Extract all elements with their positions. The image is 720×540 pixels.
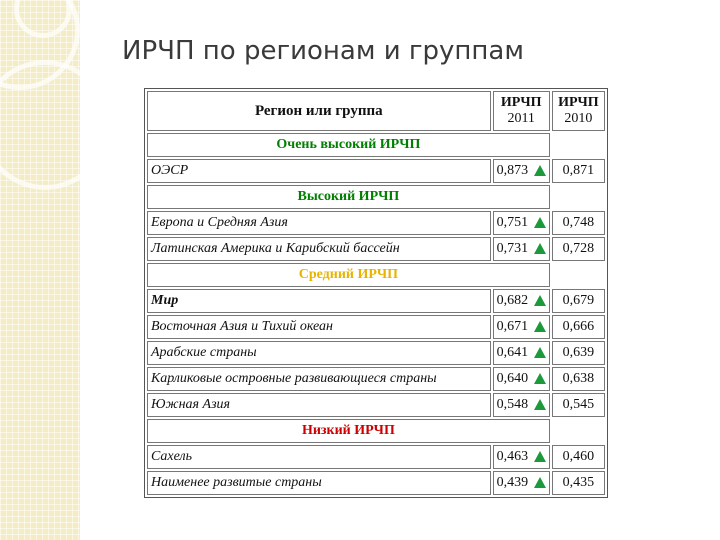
hdi-2010-value: 0,435 [552, 471, 605, 495]
up-triangle-icon [534, 321, 546, 332]
hdi-2010-value: 0,639 [552, 341, 605, 365]
up-triangle-icon [534, 399, 546, 410]
hdi-2010-value: 0,871 [552, 159, 605, 183]
hdi-2010-column-header [552, 91, 605, 131]
table-row [147, 315, 605, 339]
up-triangle-icon [534, 295, 546, 306]
table-row [147, 237, 605, 261]
table-row [147, 367, 605, 391]
region-name-cell: ОЭСР [147, 159, 491, 183]
table-header-row [147, 91, 605, 131]
header-year: 2011 [507, 111, 535, 126]
hdi-2011-value: 0,641 [496, 345, 529, 360]
hdi-2011-value: 0,548 [496, 397, 529, 412]
category-empty-cell [552, 419, 605, 443]
region-name-cell: Арабские страны [147, 341, 491, 365]
table-row [147, 159, 605, 183]
region-name-cell: Карликовые островные развивающиеся страны [147, 367, 491, 391]
region-name-cell: Сахель [147, 445, 491, 469]
up-triangle-icon [534, 165, 546, 176]
hdi-2011-cell [493, 341, 550, 365]
hdi-table-frame [144, 88, 608, 498]
decorative-side-strip [0, 0, 80, 540]
header-label: ИРЧП [500, 95, 542, 110]
region-name-cell: Латинская Америка и Карибский бассейн [147, 237, 491, 261]
table-row [147, 211, 605, 235]
table-row [147, 471, 605, 495]
region-name-cell: Европа и Средняя Азия [147, 211, 491, 235]
hdi-2010-value: 0,460 [552, 445, 605, 469]
category-empty-cell [552, 263, 605, 287]
region-name-cell: Мир [147, 289, 491, 313]
hdi-2010-value: 0,748 [552, 211, 605, 235]
up-triangle-icon [534, 243, 546, 254]
hdi-2011-value: 0,751 [496, 215, 529, 230]
hdi-2011-cell [493, 159, 550, 183]
table-row [147, 393, 605, 417]
hdi-2010-value: 0,728 [552, 237, 605, 261]
up-triangle-icon [534, 451, 546, 462]
category-row [147, 263, 605, 287]
category-label: Низкий ИРЧП [147, 419, 550, 443]
hdi-table-body [147, 91, 605, 495]
category-empty-cell [552, 185, 605, 209]
region-name-cell: Южная Азия [147, 393, 491, 417]
table-row [147, 341, 605, 365]
up-triangle-icon [534, 347, 546, 358]
category-empty-cell [552, 133, 605, 157]
header-year: 2010 [564, 111, 593, 126]
hdi-2011-value: 0,731 [496, 241, 529, 256]
hdi-2010-value: 0,679 [552, 289, 605, 313]
hdi-2011-cell [493, 211, 550, 235]
category-label: Высокий ИРЧП [147, 185, 550, 209]
hdi-2011-cell [493, 445, 550, 469]
hdi-2011-cell [493, 393, 550, 417]
table-row [147, 289, 605, 313]
up-triangle-icon [534, 217, 546, 228]
category-row [147, 133, 605, 157]
hdi-2011-value: 0,873 [496, 163, 529, 178]
hdi-2011-value: 0,463 [496, 449, 529, 464]
hdi-2010-value: 0,545 [552, 393, 605, 417]
table-row [147, 445, 605, 469]
hdi-2010-value: 0,638 [552, 367, 605, 391]
up-triangle-icon [534, 373, 546, 384]
hdi-2011-value: 0,439 [496, 475, 529, 490]
hdi-2010-value: 0,666 [552, 315, 605, 339]
hdi-2011-cell [493, 367, 550, 391]
hdi-2011-value: 0,671 [496, 319, 529, 334]
category-label: Очень высокий ИРЧП [147, 133, 550, 157]
region-name-cell: Наименее развитые страны [147, 471, 491, 495]
header-label: ИРЧП [558, 95, 599, 110]
region-name-cell: Восточная Азия и Тихий океан [147, 315, 491, 339]
hdi-2011-value: 0,640 [496, 371, 529, 386]
hdi-table [145, 89, 607, 497]
category-row [147, 419, 605, 443]
hdi-2011-cell [493, 237, 550, 261]
hdi-2011-value: 0,682 [496, 293, 529, 308]
hdi-2011-cell [493, 315, 550, 339]
up-triangle-icon [534, 477, 546, 488]
region-column-header: Регион или группа [147, 91, 491, 131]
category-label: Средний ИРЧП [147, 263, 550, 287]
hdi-2011-cell [493, 289, 550, 313]
category-row [147, 185, 605, 209]
hdi-2011-column-header [493, 91, 550, 131]
hdi-2011-cell [493, 471, 550, 495]
decorative-ring [0, 60, 110, 190]
slide-title: ИРЧП по регионам и группам [122, 36, 524, 66]
